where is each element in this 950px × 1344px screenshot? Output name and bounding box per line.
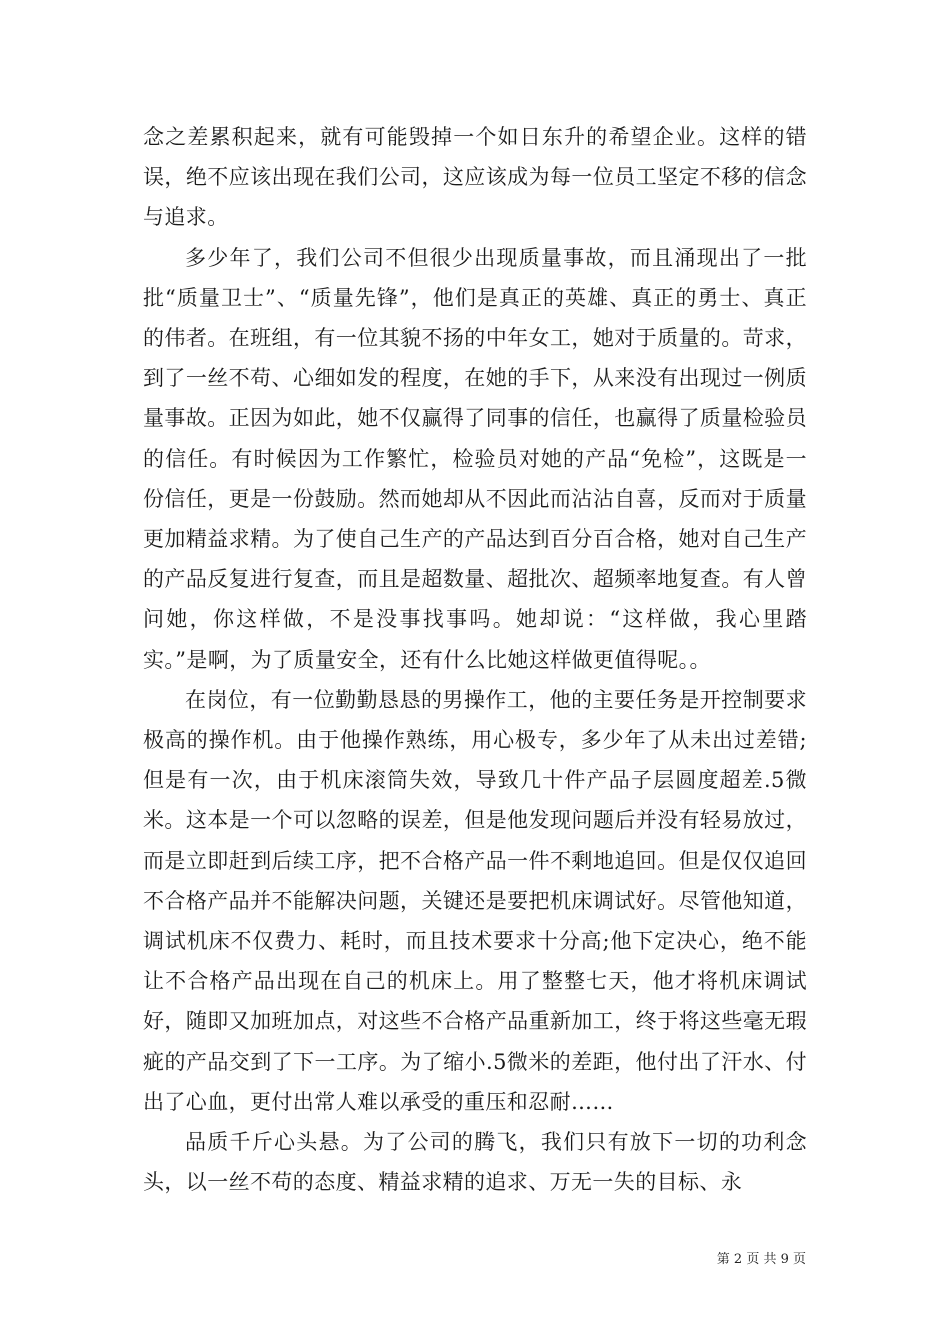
paragraph-3: 在岗位，有一位勤勤恳恳的男操作工，他的主要任务是开控制要求极高的操作机。由于他操作熟练，用心极专，多少年了从未出过差错;但是有一次，由于机床滚筒失效，导致几十件产品子层圆度超差.5微米。这本是一个可以忽略的误差，但是他发现问题后并没有轻易放过，而是立即赶到后续工序，把不合格产品一件不剩地追回。但是仅仅追回不合格产品并不能解决问题，关键还是要把机床调试好。尽管他知道，调试机床不仅费力、耗时，而且技术要求十分高;他下定决心，绝不能让不合格产品出现在自己的机床上。用了整整七天，他才将机床调试好，随即又加班加点，对这些不合格产品重新加工，终于将这些毫无瑕疵的产品交到了下一工序。为了缩小.5微米的差距，他付出了汗水、付出了心血，更付出常人难以承受的重压和忍耐…… <box>143 687 807 1114</box>
paragraph-2: 多少年了，我们公司不但很少出现质量事故，而且涌现出了一批批“质量卫士”、“质量先锋”，他们是真正的英雄、真正的勇士、真正的伟者。在班组，有一位其貌不扬的中年女工，她对于质量的。苛求，到了一丝不苟、心细如发的程度，在她的手下，从来没有出现过一例质量事故。正因为如此，她不仅赢得了同事的信任，也赢得了质量检验员的信任。有时候因为工作繁忙，检验员对她的产品“免检”，这既是一份信任，更是一份鼓励。然而她却从不因此而沾沾自喜，反而对于质量更加精益求精。为了使自己生产的产品达到百分百合格，她对自己生产的产品反复进行复查，而且是超数量、超批次、超频率地复查。有人曾问她，你这样做，不是没事找事吗。她却说：“这样做，我心里踏实。”是啊，为了质量安全，还有什么比她这样做更值得呢。。 <box>143 245 807 672</box>
paragraph-4: 品质千斤心头悬。为了公司的腾飞，我们只有放下一切的功利念头，以一丝不苟的态度、精益求精的追求、万无一失的目标、永 <box>143 1130 807 1195</box>
page-number-footer: 第 2 页 共 9 页 <box>716 1252 806 1267</box>
document-body <box>143 117 807 1202</box>
paragraph-1: 念之差累积起来，就有可能毁掉一个如日东升的希望企业。这样的错误，绝不应该出现在我们公司，这应该成为每一位员工坚定不移的信念与追求。 <box>143 125 807 230</box>
